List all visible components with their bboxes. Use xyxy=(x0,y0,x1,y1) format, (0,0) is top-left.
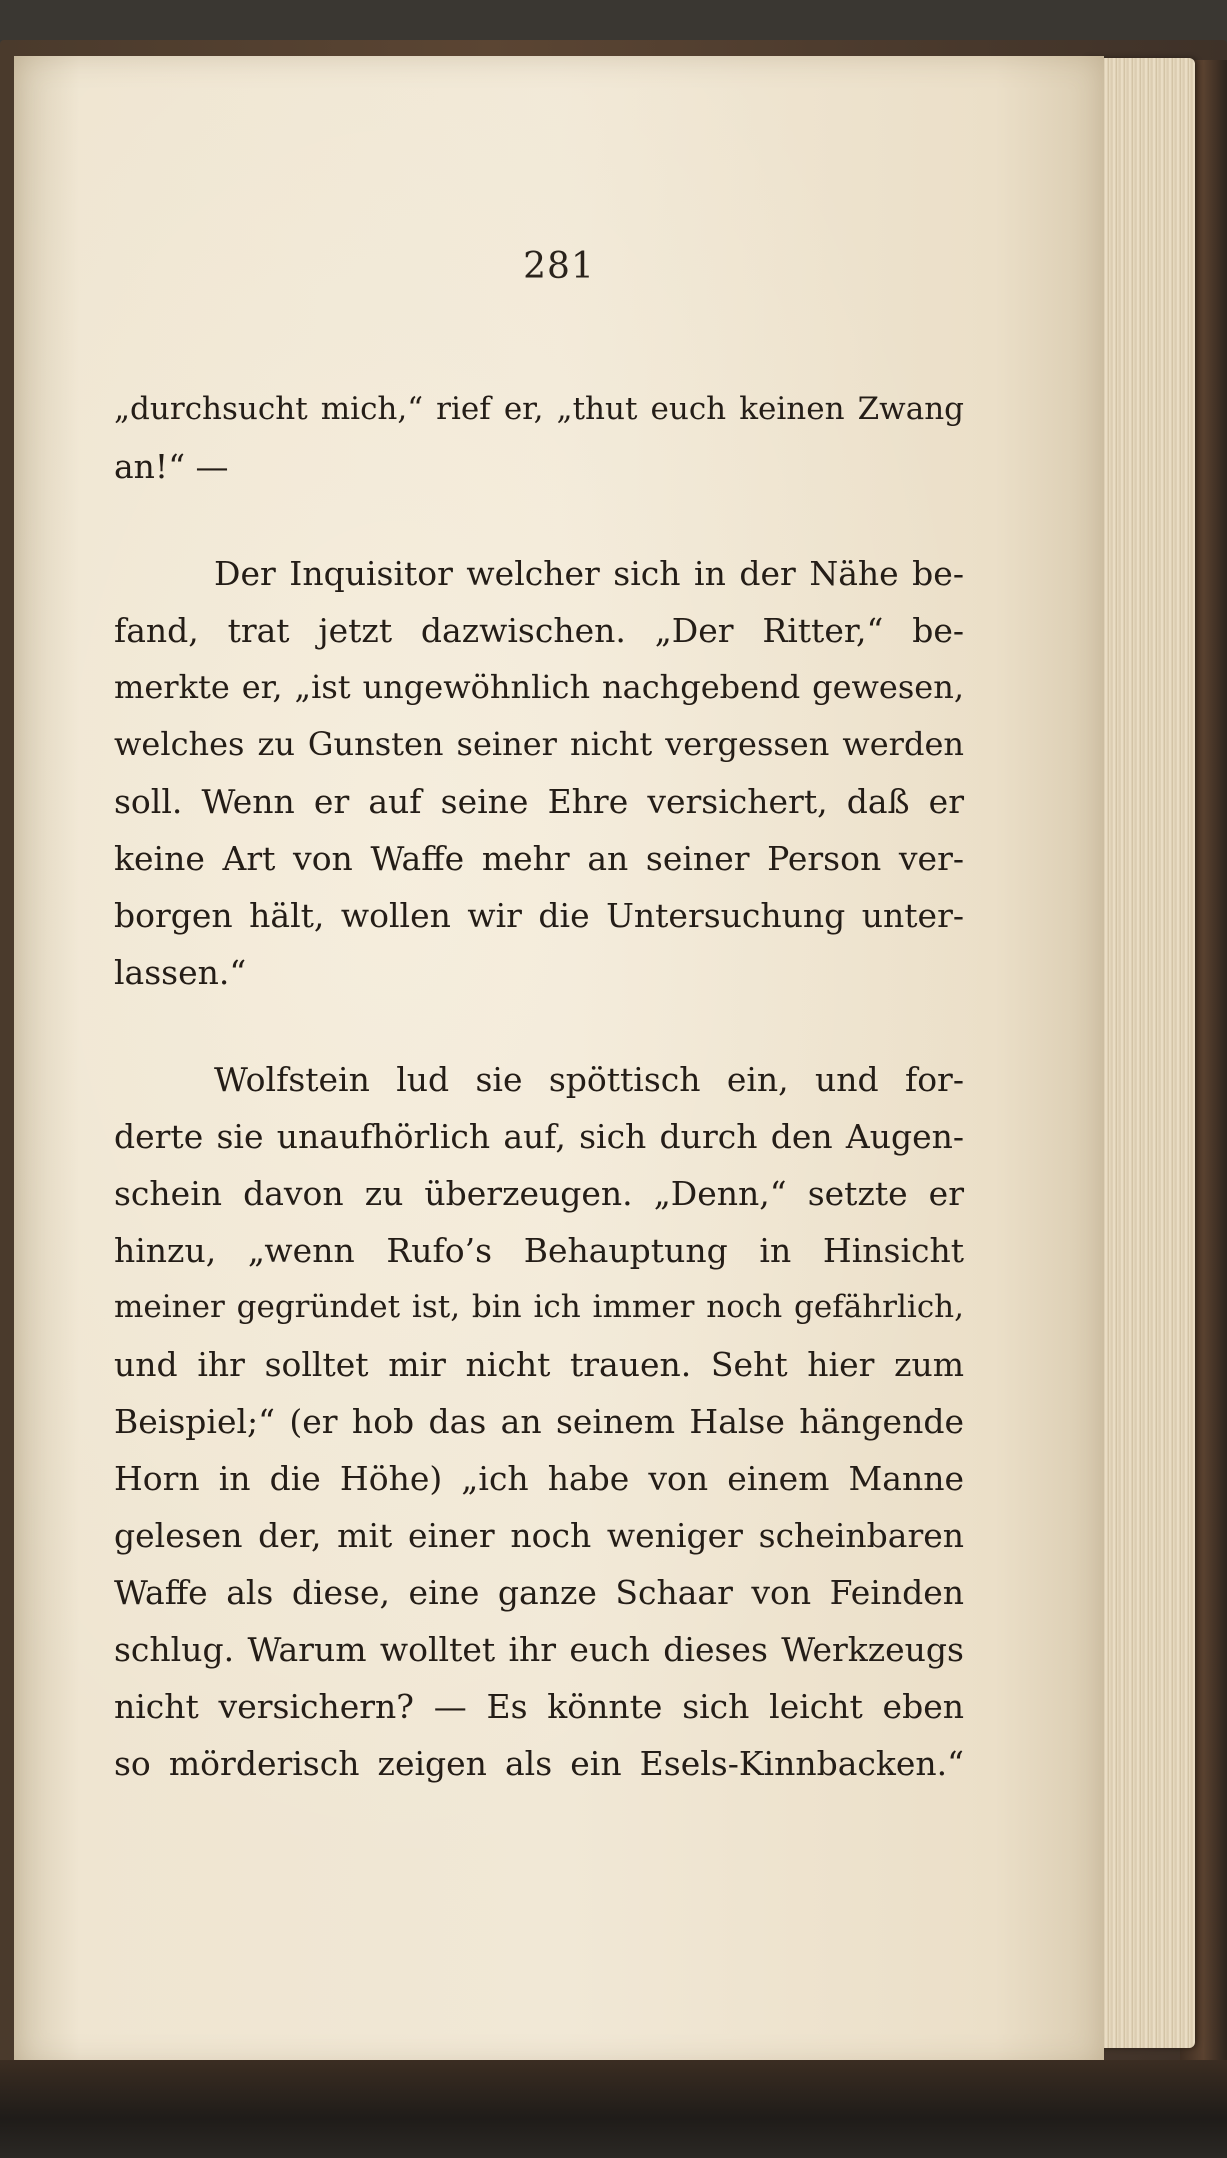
text-line: und ihr solltet mir nicht trauen. Seht hier zum xyxy=(114,1345,964,1384)
text-line: Der Inquisitor welcher sich in der Nähe be- xyxy=(214,554,964,593)
text-line: keine Art von Waffe mehr an seiner Person ver- xyxy=(114,839,964,878)
text-line: schlug. Warum wolltet ihr euch dieses Werkzeugs xyxy=(114,1630,964,1669)
text-line: Wolfstein lud sie spöttisch ein, und for- xyxy=(214,1060,964,1099)
text-line: nicht versichern? — Es könnte sich leicht eben xyxy=(114,1687,964,1726)
text-line: borgen hält, wollen wir die Untersuchung unter- xyxy=(114,896,964,935)
table-surface xyxy=(0,2060,1227,2158)
body-text xyxy=(114,381,964,1792)
paragraph xyxy=(114,381,964,495)
text-line: so mörderisch zeigen als ein Esels-Kinnbacken.“ xyxy=(114,1744,964,1783)
text-line: „durchsucht mich,“ rief er, „thut euch keinen Zwang xyxy=(114,391,964,427)
text-line: soll. Wenn er auf seine Ehre versichert, daß er xyxy=(114,782,964,821)
book-page xyxy=(14,56,1104,2066)
text-line: merkte er, „ist ungewöhnlich nachgebend gewesen, xyxy=(114,668,964,706)
text-line: schein davon zu überzeugen. „Denn,“ setzte er xyxy=(114,1174,964,1213)
text-line: meiner gegründet ist, bin ich immer noch gefährlich, xyxy=(114,1289,964,1325)
paragraph xyxy=(114,545,964,1001)
text-line: lassen.“ xyxy=(114,953,247,992)
text-line: fand, trat jetzt dazwischen. „Der Ritter,“ be- xyxy=(114,611,964,650)
text-line: welches zu Gunsten seiner nicht vergessen werden xyxy=(114,725,964,763)
text-line: derte sie unaufhörlich auf, sich durch den Augen- xyxy=(114,1117,964,1156)
page-number: 281 xyxy=(523,246,595,287)
text-line: Beispiel;“ (er hob das an seinem Halse hängende xyxy=(114,1402,964,1441)
text-line: gelesen der, mit einer noch weniger scheinbaren xyxy=(114,1516,964,1555)
text-line: Waffe als diese, eine ganze Schaar von Feinden xyxy=(114,1573,964,1612)
text-line: an!“ — xyxy=(114,447,229,486)
text-line: hinzu, „wenn Rufo’s Behauptung in Hinsicht xyxy=(114,1231,964,1270)
text-line: Horn in die Höhe) „ich habe von einem Manne xyxy=(114,1459,964,1498)
paragraph xyxy=(114,1051,964,1792)
